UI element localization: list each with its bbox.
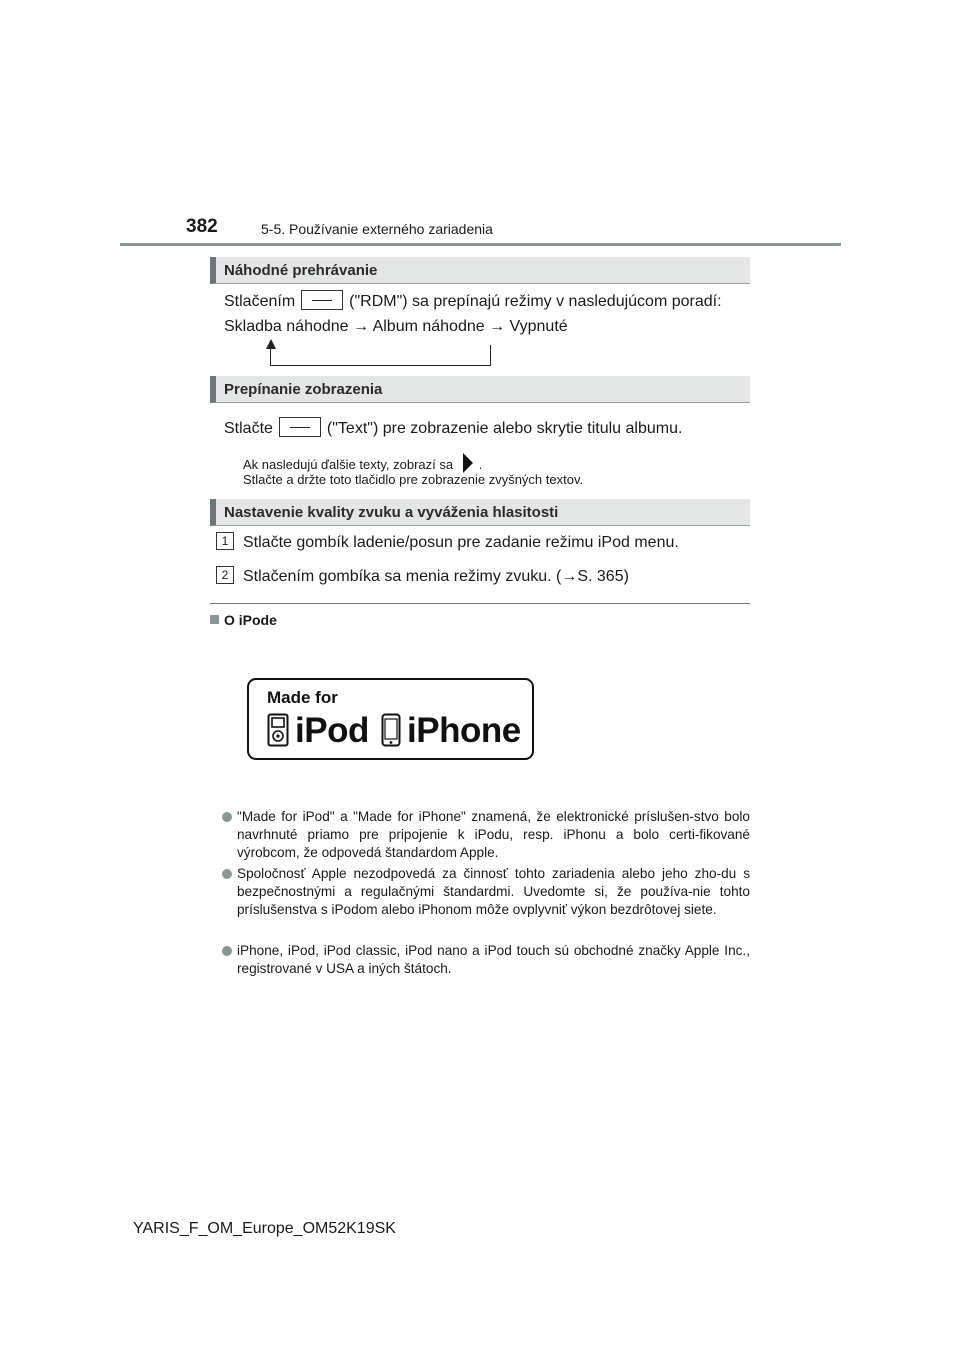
display-note-1-after: .: [478, 457, 483, 472]
cycle-arrow-icon: [266, 339, 276, 349]
random-instruction: [224, 292, 722, 312]
sound-step-2: Stlačením gombíka sa menia režimy zvuku. (→S. 365): [243, 568, 629, 585]
list-item: [222, 865, 750, 919]
step-number: 1: [216, 532, 234, 550]
logo-made-for-text: Made for: [267, 688, 338, 707]
step-number: 2: [216, 566, 234, 584]
cycle-line: [270, 345, 271, 365]
round-bullet-icon: [222, 812, 232, 822]
random-cycle: Skladba náhodne → Album náhodne → Vypnuté: [224, 318, 568, 335]
running-head: 5-5. Používanie externého zariadenia: [261, 221, 493, 237]
display-note-1-before: Ak nasledujú ďalšie texty, zobrazí sa: [243, 457, 454, 472]
list-item-text: "Made for iPod" a "Made for iPhone" znamená, že elektronické príslušen-stvo bolo navrhnuté priamo pre pripojenie k iPodu, resp. iPhonu a bolo certi-fikované výrobcom, že odpovedá štandardom Apple.: [237, 809, 750, 860]
cycle-line: [490, 345, 491, 365]
display-instruction: [224, 419, 682, 439]
page-number: 382: [186, 216, 218, 237]
round-bullet-icon: [222, 869, 232, 879]
list-item: [222, 942, 750, 978]
display-instruction-before: Stlačte: [224, 420, 273, 438]
iphone-device-icon: [381, 713, 401, 747]
document-id: YARIS_F_OM_Europe_OM52K19SK: [133, 1220, 396, 1237]
section-title-display: Prepínanie zobrazenia: [210, 376, 750, 403]
display-note-2: Stlačte a držte toto tlačidlo pre zobrazenie zvyšných textov.: [243, 472, 584, 487]
section-divider: [210, 603, 750, 604]
display-instruction-after: ("Text") pre zobrazenie alebo skrytie titulu albumu.: [326, 420, 683, 438]
rdm-key-icon: [301, 290, 343, 310]
round-bullet-icon: [222, 946, 232, 956]
more-text-arrow-icon: [461, 452, 475, 474]
square-bullet-icon: [210, 615, 219, 624]
made-for-ipod-iphone-logo: [247, 678, 534, 760]
list-item-text: Spoločnosť Apple nezodpovedá za činnosť tohto zariadenia alebo jeho zho-du s bezpečnostnými a regulačnými štandardmi. Uvedomte si, že používa-nie tohto príslušenstva s iPodom alebo iPhonom môže ovplyvniť výkon bezdrôtovej siete.: [237, 866, 750, 917]
text-key-icon: [279, 417, 321, 437]
display-note-1: [243, 452, 482, 474]
logo-ipod-text: iPod: [295, 711, 369, 750]
subheading-ipod: [210, 612, 277, 628]
list-item: [222, 808, 750, 862]
random-instruction-before: Stlačením: [224, 293, 296, 311]
random-instruction-after: ("RDM") sa prepínajú režimy v nasledujúcom poradí:: [349, 293, 722, 311]
section-title-random: Náhodné prehrávanie: [210, 257, 750, 284]
logo-iphone-text: iPhone: [407, 711, 521, 750]
subheading-ipod-label: O iPode: [224, 612, 277, 628]
cycle-line: [270, 365, 491, 366]
header-rule: [120, 243, 841, 246]
sound-step-1: Stlačte gombík ladenie/posun pre zadanie režimu iPod menu.: [243, 534, 679, 551]
section-title-sound: Nastavenie kvality zvuku a vyváženia hlasitosti: [210, 499, 750, 526]
ipod-device-icon: [267, 713, 289, 747]
list-item-text: iPhone, iPod, iPod classic, iPod nano a iPod touch sú obchodné značky Apple Inc., registrované v USA a iných štátoch.: [237, 943, 750, 976]
